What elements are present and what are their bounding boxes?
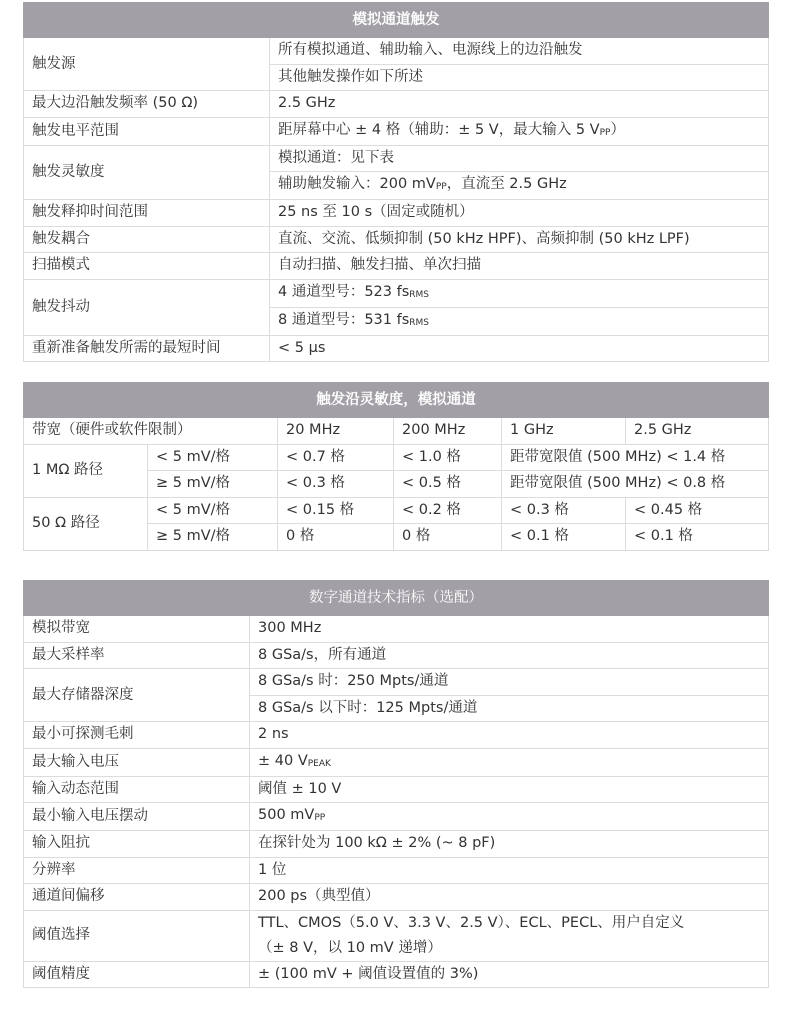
bandwidth-header: 带宽（硬件或软件限制） [24,418,278,445]
max-memory-value-1: 8 GSa/s 时：250 Mpts/通道 [250,669,769,696]
dynamic-range-value: 阈值 ± 10 V [250,776,769,803]
path-1mohm-label: 1 MΩ 路径 [24,444,148,497]
jitter-4ch-text: 4 通道型号：523 fs [278,283,410,300]
threshold-select-value [250,910,769,961]
max-sample-rate-value: 8 GSa/s，所有通道 [250,642,769,669]
holdoff-value: 25 ns 至 10 s（固定或随机） [270,200,769,227]
edge-sensitivity-title: 触发沿灵敏度，模拟通道 [24,383,769,418]
sens-cell: < 1.0 格 [394,444,502,471]
trigger-sensitivity-value-1: 模拟通道：见下表 [270,145,769,172]
sens-cell: < 5 mV/格 [148,497,278,524]
trigger-level-tail: ） [610,121,625,138]
trigger-source-value-1: 所有模拟通道、辅助输入、电源线上的边沿触发 [270,38,769,65]
sens-cell: < 0.1 格 [502,524,626,551]
min-swing-sub: PP [314,813,326,823]
rearm-label: 重新准备触发所需的最短时间 [24,335,270,362]
bw-20mhz-header: 20 MHz [278,418,394,445]
trigger-level-sub: PP [599,127,611,138]
threshold-select-line-1: TTL、CMOS（5.0 V、3.3 V、2.5 V）、ECL、PECL、用户自定义 [258,914,685,931]
digital-channel-title: 数字通道技术指标（选配） [24,581,769,616]
bw-2-5ghz-header: 2.5 GHz [626,418,769,445]
min-glitch-value: 2 ns [250,722,769,749]
max-input-voltage-sub: PEAK [307,758,331,769]
path-50ohm-label: 50 Ω 路径 [24,497,148,550]
coupling-label: 触发耦合 [24,226,270,253]
analog-bw-label: 模拟带宽 [24,616,250,643]
rearm-value: < 5 μs [270,335,769,362]
digital-channel-table [23,580,769,988]
resolution-label: 分辨率 [24,857,250,884]
sweep-mode-value: 自动扫描、触发扫描、单次扫描 [270,253,769,280]
max-input-voltage-text: ± 40 V [258,752,308,769]
min-swing-label: 最小输入电压摆动 [24,803,250,831]
sens-cell: 距带宽限值 (500 MHz) < 1.4 格 [502,444,769,471]
sens-cell: 0 格 [394,524,502,551]
dynamic-range-label: 输入动态范围 [24,776,250,803]
max-memory-label: 最大存储器深度 [24,669,250,722]
analog-bw-value: 300 MHz [250,616,769,643]
max-input-voltage-value [250,748,769,776]
bw-1ghz-header: 1 GHz [502,418,626,445]
trigger-level-label: 触发电平范围 [24,117,270,145]
aux-trigger-tail: ，直流至 2.5 GHz [446,176,567,192]
min-swing-value [250,803,769,831]
threshold-accuracy-label: 阈值精度 [24,961,250,988]
min-swing-text: 500 mV [258,807,315,823]
sens-cell: < 5 mV/格 [148,444,278,471]
sens-cell: 0 格 [278,524,394,551]
trigger-source-value-2: 其他触发操作如下所述 [270,64,769,91]
jitter-8ch-text: 8 通道型号：531 fs [278,311,410,328]
sens-cell: < 0.3 格 [502,497,626,524]
input-impedance-label: 输入阻抗 [24,831,250,858]
bw-200mhz-header: 200 MHz [394,418,502,445]
jitter-value-2 [270,307,769,335]
trigger-level-text: 距屏幕中心 ± 4 格（辅助：± 5 V，最大输入 5 V [278,121,600,138]
jitter-label: 触发抖动 [24,279,270,335]
analog-trigger-table [23,2,769,362]
holdoff-label: 触发释抑时间范围 [24,200,270,227]
coupling-value: 直流、交流、低频抑制 (50 kHz HPF)、高频抑制 (50 kHz LPF) [270,226,769,253]
resolution-value: 1 位 [250,857,769,884]
sens-cell: ≥ 5 mV/格 [148,471,278,498]
jitter-value-1 [270,279,769,307]
max-memory-value-2: 8 GSa/s 以下时：125 Mpts/通道 [250,695,769,722]
min-glitch-label: 最小可探测毛刺 [24,722,250,749]
trigger-level-value [270,117,769,145]
channel-skew-label: 通道间偏移 [24,884,250,911]
analog-trigger-title: 模拟通道触发 [24,3,769,38]
sens-cell: ≥ 5 mV/格 [148,524,278,551]
sens-cell: 距带宽限值 (500 MHz) < 0.8 格 [502,471,769,498]
trigger-source-label: 触发源 [24,38,270,91]
trigger-sensitivity-label: 触发灵敏度 [24,145,270,200]
threshold-select-line-2: （± 8 V，以 10 mV 递增） [258,939,442,956]
max-edge-freq-value: 2.5 GHz [270,91,769,118]
sens-cell: < 0.7 格 [278,444,394,471]
sens-cell: < 0.1 格 [626,524,769,551]
sens-cell: < 0.5 格 [394,471,502,498]
sweep-mode-label: 扫描模式 [24,253,270,280]
channel-skew-value: 200 ps（典型值） [250,884,769,911]
edge-sensitivity-table [23,382,769,551]
jitter-8ch-sub: RMS [409,317,430,328]
max-sample-rate-label: 最大采样率 [24,642,250,669]
sens-cell: < 0.15 格 [278,497,394,524]
input-impedance-value: 在探针处为 100 kΩ ± 2% (~ 8 pF) [250,831,769,858]
sens-cell: < 0.45 格 [626,497,769,524]
max-edge-freq-label: 最大边沿触发频率 (50 Ω) [24,91,270,118]
sens-cell: < 0.3 格 [278,471,394,498]
jitter-4ch-sub: RMS [409,289,430,300]
threshold-select-label: 阈值选择 [24,910,250,961]
aux-trigger-sub: PP [435,182,447,192]
sens-cell: < 0.2 格 [394,497,502,524]
threshold-accuracy-value: ± (100 mV + 阈值设置值的 3%) [250,961,769,988]
trigger-sensitivity-value-2 [270,172,769,200]
aux-trigger-text: 辅助触发输入：200 mV [278,176,436,192]
max-input-voltage-label: 最大输入电压 [24,748,250,776]
